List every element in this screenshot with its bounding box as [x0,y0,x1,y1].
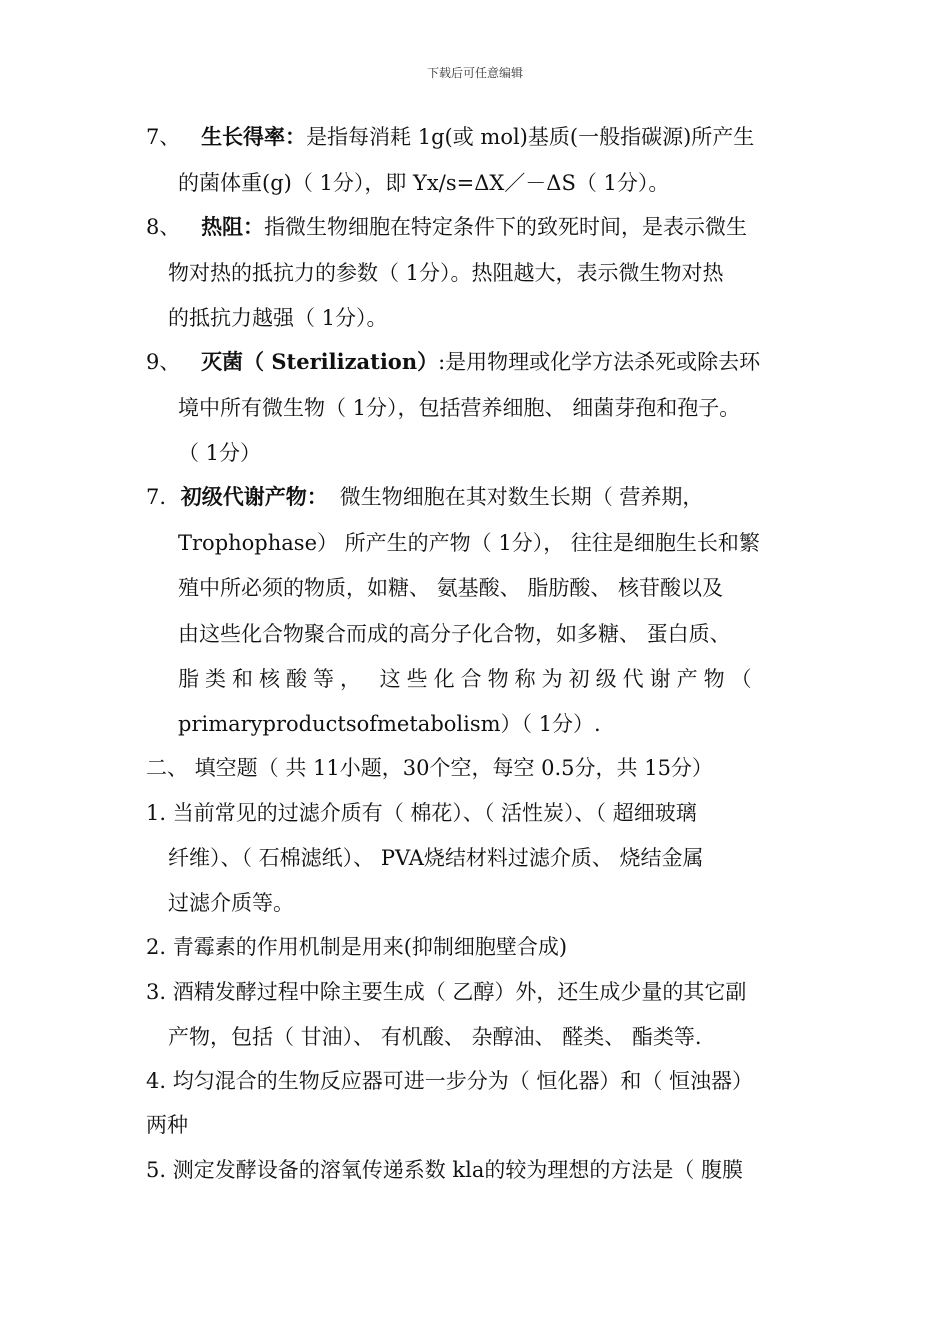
fill-item-4-line-1: 4. 均匀混合的生物反应器可进一步分为（ 恒化器）和（ 恒浊器） [146,1069,754,1093]
page-header: 下载后可任意编辑 [426,66,523,80]
section-fill-in-blank-heading: 二、 填空题（ 共 11小题，30个空，每空 0.5分，共 15分） [146,756,713,780]
fill-item-1-line-2: 纤维）、（ 石棉滤纸）、 PVA烧结材料过滤介质、 烧结金属 [168,846,704,870]
fill-item-5: 5. 测定发酵设备的溶氧传递系数 kla的较为理想的方法是（ 腹膜 [146,1158,744,1182]
fill-item-4-line-2: 两种 [146,1113,188,1137]
definition-growth-yield-line-1 [146,122,754,152]
definition-heat-resistance-line-1 [146,212,747,242]
item-number: 9、 [146,350,181,374]
definition-sterilization-line-2: 境中所有微生物（ 1分），包括营养细胞、 细菌芽孢和孢子。 [178,396,741,420]
definition-primary-metabolite-line-5: 脂类和核酸等， 这些化合物称为初级代谢产物（ [178,667,758,691]
item-number: 7. [146,485,167,509]
fill-item-3-line-1: 3. 酒精发酵过程中除主要生成（ 乙醇）外，还生成少量的其它副 [146,980,747,1004]
term-title: 灭菌（ Sterilization） [201,349,439,374]
definition-primary-metabolite-line-2: Trophophase） 所产生的产物（ 1分）， 往往是细胞生长和繁 [178,531,760,555]
term-title: 生长得率： [201,124,307,149]
definition-text: 是指每消耗 1g(或 mol)基质(一般指碳源)所产生 [306,125,755,149]
item-number: 8、 [146,215,181,239]
definition-heat-resistance-line-3: 的抵抗力越强（ 1分）。 [168,306,388,330]
fill-item-1-line-3: 过滤介质等。 [168,891,294,915]
item-number: 7、 [146,125,181,149]
fill-item-2: 2. 青霉素的作用机制是用来(抑制细胞壁合成) [146,935,568,959]
definition-primary-metabolite-line-4: 由这些化合物聚合而成的高分子化合物，如多糖、 蛋白质、 [178,622,731,646]
definition-primary-metabolite-line-6: primaryproductsofmetabolism）（ 1分）. [178,712,601,736]
definition-heat-resistance-line-2: 物对热的抵抗力的参数（ 1分）。热阻越大，表示微生物对热 [168,261,724,285]
term-title: 初级代谢产物： [180,484,328,509]
definition-text: 指微生物细胞在特定条件下的致死时间，是表示微生 [264,215,748,239]
definition-sterilization-line-3: （ 1分） [178,441,262,465]
fill-item-3-line-2: 产物，包括（ 甘油）、 有机酸、 杂醇油、 醛类、 酯类等. [168,1025,702,1049]
definition-primary-metabolite-line-3: 殖中所必须的物质，如糖、 氨基酸、 脂肪酸、 核苷酸以及 [178,576,724,600]
term-title: 热阻： [201,214,265,239]
fill-item-1-line-1: 1. 当前常见的过滤介质有（ 棉花）、（ 活性炭）、（ 超细玻璃 [146,801,697,825]
definition-text: 微生物细胞在其对数生长期（ 营养期， [339,485,704,509]
definition-primary-metabolite-line-1 [146,482,703,512]
definition-growth-yield-line-2: 的菌体重(g)（ 1分），即 Yx/s=ΔX／－ΔS（ 1分）。 [178,171,670,195]
definition-sterilization-line-1 [146,347,760,377]
definition-text: :是用物理或化学方法杀死或除去环 [438,350,761,374]
